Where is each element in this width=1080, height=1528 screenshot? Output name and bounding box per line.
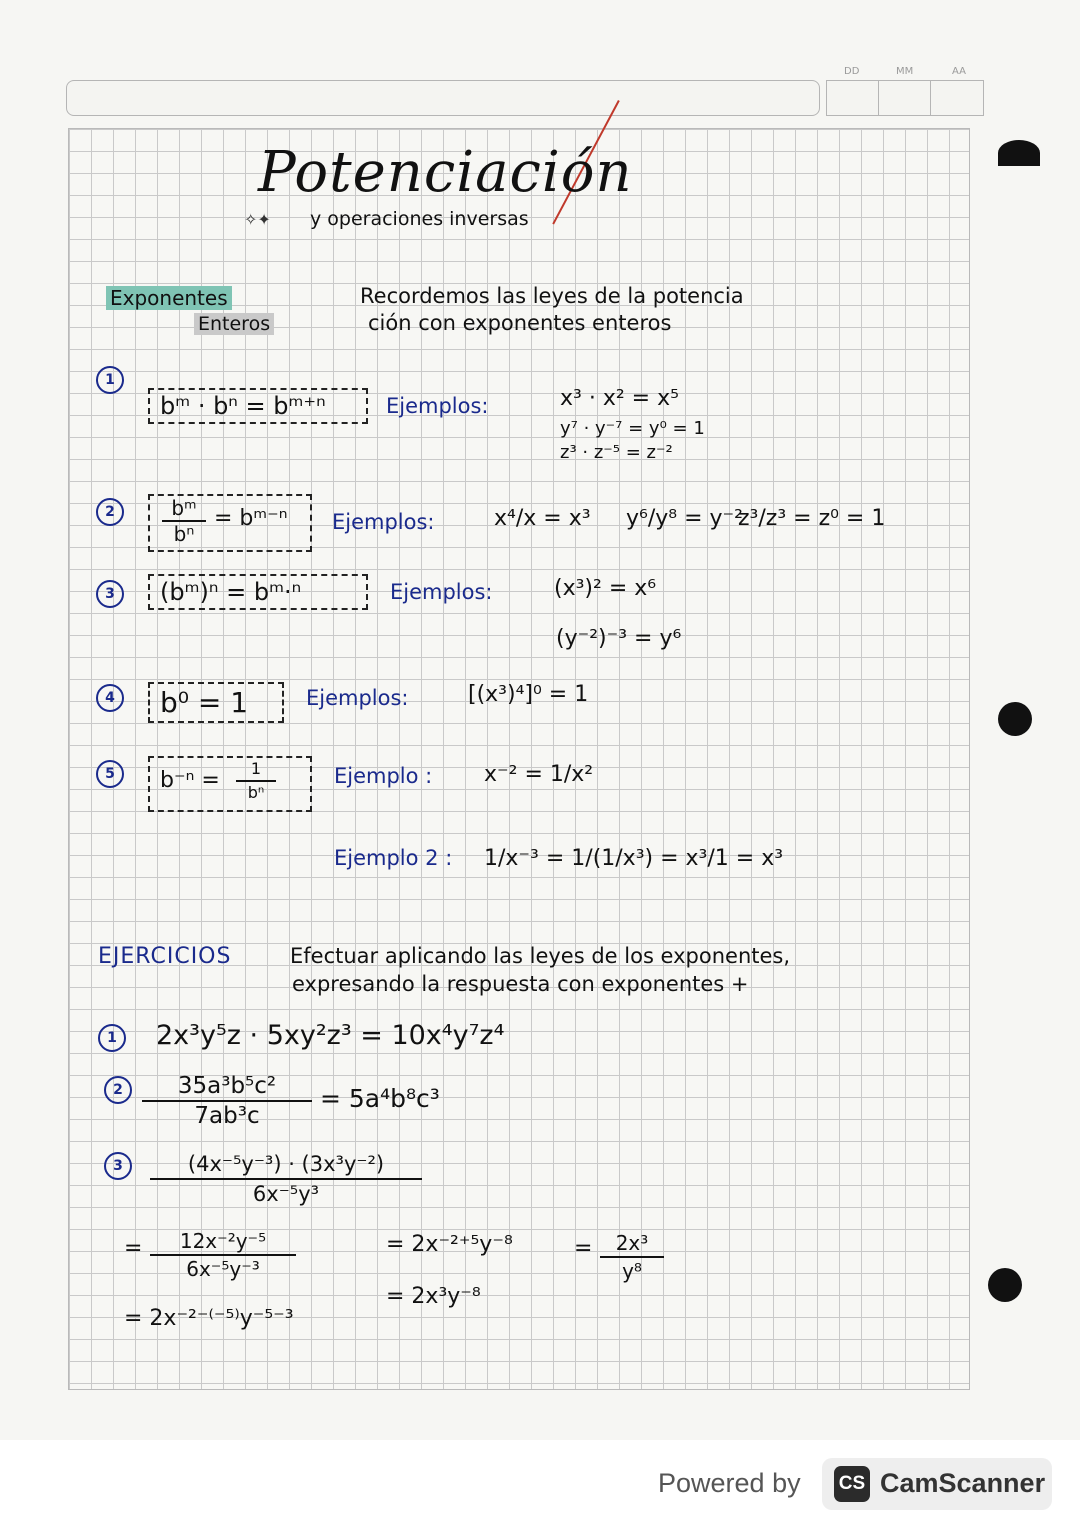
- law-5-rule-fraction: [236, 758, 276, 804]
- law-number-5: 5: [96, 760, 124, 788]
- camscanner-logo-icon: CS: [834, 1466, 870, 1502]
- exercise-3-numerator: (4x⁻⁵y⁻³) · (3x³y⁻²): [187, 1152, 385, 1176]
- law-1-example-1: x³ · x² = x⁵: [560, 386, 679, 411]
- law-2-example-2: y⁶/y⁸ = y⁻²: [626, 506, 743, 531]
- law-2-example-3: z³/z³ = z⁰ = 1: [738, 506, 886, 531]
- page-subtitle: y operaciones inversas: [310, 208, 529, 230]
- law-1-examples-label: Ejemplos:: [386, 394, 489, 418]
- exercise-2-denominator: 7ab³c: [142, 1100, 312, 1130]
- law-number-3: 3: [96, 580, 124, 608]
- law-2-example-1: x⁴/x = x³: [494, 506, 591, 531]
- law-5-examples-label: Ejemplo :: [334, 764, 433, 788]
- date-label-day: DD: [844, 66, 860, 77]
- step-5: = 2x³y⁻⁸: [386, 1284, 481, 1309]
- binder-hole-bottom: [988, 1268, 1022, 1302]
- law-4-examples-label: Ejemplos:: [306, 686, 409, 710]
- law-4-example-1: [(x³)⁴]⁰ = 1: [468, 682, 589, 707]
- header-bar: [66, 80, 820, 116]
- law-1-example-3: z³ · z⁻⁵ = z⁻²: [560, 442, 673, 463]
- exercise-1-expression: 2x³y⁵z · 5xy²z³ = 10x⁴y⁷z⁴: [156, 1020, 505, 1051]
- law-5-example-1: x⁻² = 1/x²: [484, 762, 594, 787]
- law-4-rule: b⁰ = 1: [148, 682, 284, 723]
- step-1-numerator: 12x⁻²y⁻⁵: [179, 1229, 267, 1253]
- date-box-month: [878, 80, 932, 116]
- exercise-3-fraction: [150, 1150, 422, 1208]
- law-number-2: 2: [96, 498, 124, 526]
- law-2-examples-label: Ejemplos:: [332, 510, 435, 534]
- law-number-1: 1: [96, 366, 124, 394]
- date-box-year: [930, 80, 984, 116]
- camscanner-brand-name: CamScanner: [880, 1468, 1046, 1498]
- exercise-2-numerator: 35a³b⁵c²: [177, 1073, 277, 1099]
- section-tag-enteros: Enteros: [194, 313, 274, 335]
- exercise-number-3: 3: [104, 1152, 132, 1180]
- law-1-rule: bᵐ · bⁿ = bᵐ⁺ⁿ: [148, 388, 368, 424]
- law-1-example-2: y⁷ · y⁻⁷ = y⁰ = 1: [560, 418, 705, 439]
- powered-by-text: Powered by: [658, 1468, 801, 1498]
- law-2-rule-fraction: [162, 496, 206, 546]
- section-tag-exponentes: Exponentes: [106, 286, 232, 310]
- law-2-rule-numerator: bᵐ: [171, 496, 197, 520]
- step-1-equals: =: [124, 1236, 143, 1261]
- exercise-number-2: 2: [104, 1076, 132, 1104]
- law-3-example-2: (y⁻²)⁻³ = y⁶: [556, 626, 682, 651]
- law-2-rule-box: [148, 494, 312, 552]
- law-number-4: 4: [96, 684, 124, 712]
- exercises-instruction-2: expresando la respuesta con exponentes +: [292, 972, 749, 996]
- binder-hole-middle: [998, 702, 1032, 736]
- step-2: = 2x⁻²⁺⁵y⁻⁸: [386, 1232, 513, 1257]
- binder-hole-top: [998, 140, 1040, 166]
- page-title: Potenciación: [258, 140, 633, 205]
- exercise-3-denominator: 6x⁻⁵y³: [150, 1178, 422, 1208]
- date-box-day: [826, 80, 880, 116]
- law-3-rule: (bᵐ)ⁿ = bᵐ·ⁿ: [148, 574, 368, 610]
- law-5-rule-lhs: b⁻ⁿ =: [160, 768, 220, 793]
- step-3-fraction: [600, 1230, 664, 1284]
- exercise-2-result: = 5a⁴b⁸c³: [320, 1084, 440, 1113]
- law-5-rule-numerator: 1: [250, 759, 262, 778]
- law-2-rule-rhs: = bᵐ⁻ⁿ: [214, 506, 288, 531]
- step-4: = 2x⁻²⁻⁽⁻⁵⁾y⁻⁵⁻³: [124, 1306, 294, 1331]
- step-3-denominator: y⁸: [600, 1256, 664, 1284]
- intro-line-1: Recordemos las leyes de la potencia: [360, 284, 744, 308]
- law-5-rule-denominator: bⁿ: [236, 780, 276, 804]
- date-label-year: AA: [952, 66, 966, 77]
- law-5-rule-box: [148, 756, 312, 812]
- step-1-fraction: [150, 1228, 296, 1282]
- exercise-number-1: 1: [98, 1024, 126, 1052]
- exercise-2-fraction: [142, 1072, 312, 1130]
- step-1-denominator: 6x⁻⁵y⁻³: [150, 1254, 296, 1282]
- example-2-label: Ejemplo 2 :: [334, 846, 453, 870]
- step-3-numerator: 2x³: [615, 1231, 649, 1255]
- date-label-month: MM: [896, 66, 914, 77]
- law-3-examples-label: Ejemplos:: [390, 580, 493, 604]
- law-2-rule-denominator: bⁿ: [162, 520, 206, 546]
- exercises-instruction-1: Efectuar aplicando las leyes de los exponentes,: [290, 944, 791, 968]
- example-2-expression: 1/x⁻³ = 1/(1/x³) = x³/1 = x³: [484, 846, 784, 871]
- intro-line-2: ción con exponentes enteros: [368, 311, 672, 335]
- exercises-heading: EJERCICIOS: [98, 944, 232, 969]
- sparkle-icon: ✧✦: [244, 210, 271, 229]
- step-3-equals: =: [574, 1236, 593, 1261]
- law-3-example-1: (x³)² = x⁶: [554, 576, 657, 601]
